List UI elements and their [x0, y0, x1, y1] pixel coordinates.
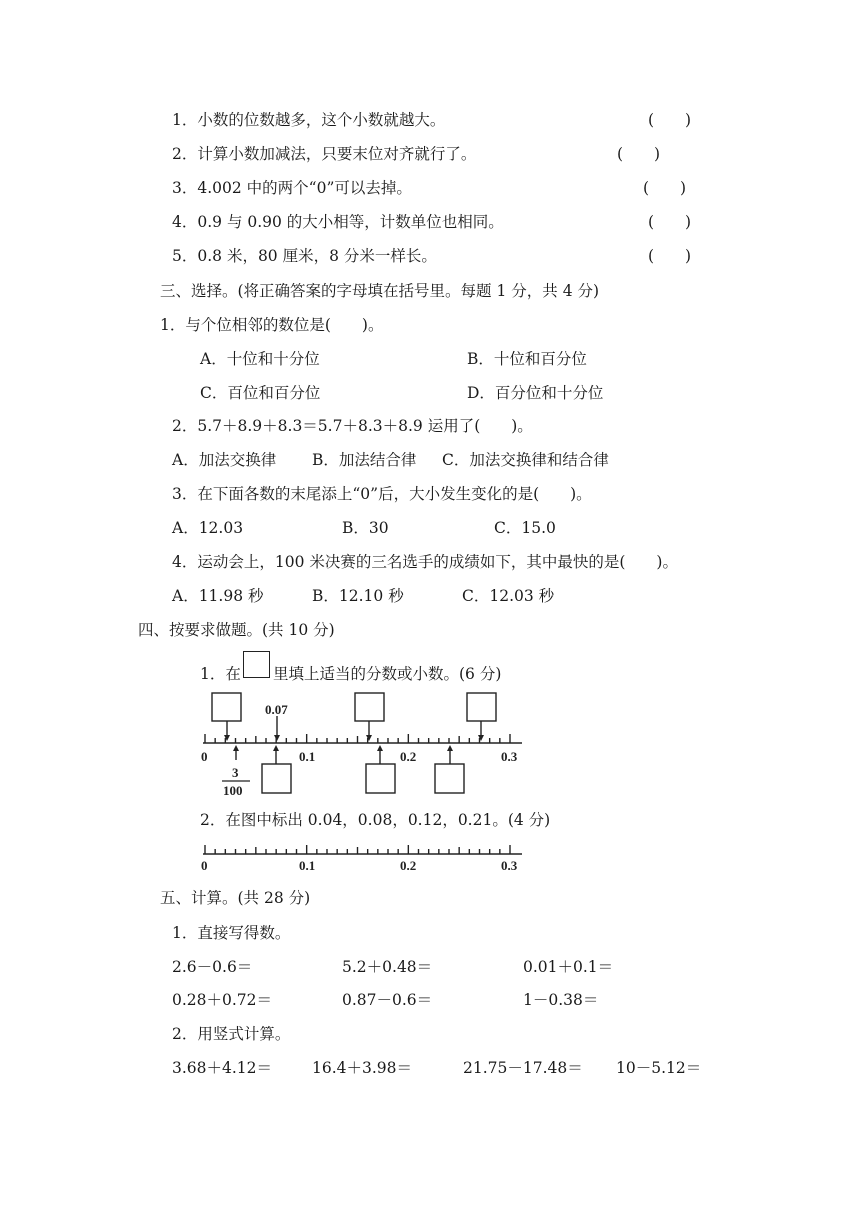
given-value-label: 0.07: [265, 702, 288, 717]
fraction-denominator: 100: [223, 783, 243, 798]
choice-q3-option-a[interactable]: A．12.03: [172, 519, 244, 537]
judge-answer-paren-5[interactable]: ( ): [648, 247, 692, 265]
calc-item: 0.01＋0.1＝: [523, 958, 614, 976]
calc-item: 0.87－0.6＝: [342, 991, 433, 1009]
axis-label-0.2: 0.2: [400, 749, 417, 764]
judge-answer-paren-3[interactable]: ( ): [643, 179, 687, 197]
choice-q4: 4．运动会上，100 米决赛的三名选手的成绩如下，其中最快的是( )。: [172, 553, 678, 571]
choice-q2-option-c[interactable]: C．加法交换律和结合律: [442, 451, 609, 469]
section-four-q1-text-start: 1．在: [200, 665, 241, 683]
section-four-q2: 2．在图中标出 0.04，0.08，0.12，0.21。(4 分): [200, 811, 551, 829]
choice-q3-option-c[interactable]: C．15.0: [494, 519, 556, 537]
axis-label-0.3: 0.3: [501, 858, 518, 873]
arrow-down-icon: [274, 735, 280, 741]
axis-label-0.2: 0.2: [400, 858, 417, 873]
choice-q1-option-a[interactable]: A．十位和十分位: [200, 350, 320, 368]
answer-box-below-3[interactable]: [435, 764, 464, 793]
fraction-numerator: 3: [232, 765, 239, 780]
judge-item-1: 1．小数的位数越多，这个小数就越大。: [172, 111, 446, 129]
vertical-calc-item: 3.68＋4.12＝: [172, 1059, 273, 1077]
number-line-1: [195, 688, 535, 800]
axis-label-0.3: 0.3: [501, 749, 518, 764]
judge-answer-paren-2[interactable]: ( ): [617, 145, 661, 163]
arrow-down-icon: [366, 735, 372, 741]
choice-q4-option-b[interactable]: B．12.10 秒: [312, 587, 404, 605]
axis-label-0: 0: [201, 749, 208, 764]
calc-item: 5.2＋0.48＝: [342, 958, 433, 976]
judge-answer-paren-4[interactable]: ( ): [648, 213, 692, 231]
choice-q4-option-c[interactable]: C．12.03 秒: [462, 587, 555, 605]
calc-item: 0.28＋0.72＝: [172, 991, 273, 1009]
judge-item-4: 4．0.9 与 0.90 的大小相等，计数单位也相同。: [172, 213, 504, 231]
vertical-calc-item: 16.4＋3.98＝: [312, 1059, 413, 1077]
choice-q2: 2．5.7＋8.9＋8.3＝5.7＋8.3＋8.9 运用了( )。: [172, 417, 533, 435]
choice-q1: 1．与个位相邻的数位是( )。: [160, 316, 384, 334]
judge-item-3: 3．4.002 中的两个“0”可以去掉。: [172, 179, 412, 197]
answer-box-below-2[interactable]: [366, 764, 395, 793]
number-line-2[interactable]: [195, 840, 535, 876]
answer-box-above-2[interactable]: [355, 693, 384, 721]
axis-label-0.1: 0.1: [299, 858, 316, 873]
choice-q3: 3．在下面各数的末尾添上“0”后，大小发生变化的是( )。: [172, 485, 592, 503]
section-three-heading: 三、选择。(将正确答案的字母填在括号里。每题 1 分，共 4 分): [160, 282, 600, 300]
judge-item-2: 2．计算小数加减法，只要末位对齐就行了。: [172, 145, 477, 163]
section-four-heading: 四、按要求做题。(共 10 分): [138, 621, 335, 639]
vertical-calc-item: 21.75－17.48＝: [463, 1059, 583, 1077]
axis-label-0: 0: [201, 858, 208, 873]
answer-box-above-1[interactable]: [212, 693, 241, 721]
arrow-up-icon: [447, 745, 453, 751]
section-five-heading: 五、计算。(共 28 分): [160, 889, 311, 907]
choice-q3-option-b[interactable]: B．30: [342, 519, 389, 537]
section-five-sub2: 2．用竖式计算。: [172, 1025, 291, 1043]
choice-q2-option-a[interactable]: A．加法交换律: [172, 451, 277, 469]
axis-label-0.1: 0.1: [299, 749, 316, 764]
judge-item-5: 5．0.8 米，80 厘米，8 分米一样长。: [172, 247, 437, 265]
calc-item: 1－0.38＝: [523, 991, 599, 1009]
judge-answer-paren-1[interactable]: ( ): [648, 111, 692, 129]
inline-answer-box-icon: [243, 651, 270, 678]
calc-item: 2.6－0.6＝: [172, 958, 253, 976]
answer-box-above-3[interactable]: [467, 693, 496, 721]
section-four-q1-text-end: 里填上适当的分数或小数。(6 分): [273, 665, 502, 683]
choice-q1-option-d[interactable]: D．百分位和十分位: [467, 384, 604, 402]
choice-q1-option-b[interactable]: B．十位和百分位: [467, 350, 587, 368]
choice-q4-option-a[interactable]: A．11.98 秒: [172, 587, 264, 605]
arrow-up-icon: [377, 745, 383, 751]
answer-box-below-1[interactable]: [262, 764, 291, 793]
choice-q2-option-b[interactable]: B．加法结合律: [312, 451, 417, 469]
vertical-calc-item: 10－5.12＝: [616, 1059, 702, 1077]
section-five-sub1: 1．直接写得数。: [172, 924, 291, 942]
arrow-up-icon: [273, 745, 279, 751]
choice-q1-option-c[interactable]: C．百位和百分位: [200, 384, 321, 402]
arrow-up-icon: [233, 745, 239, 751]
